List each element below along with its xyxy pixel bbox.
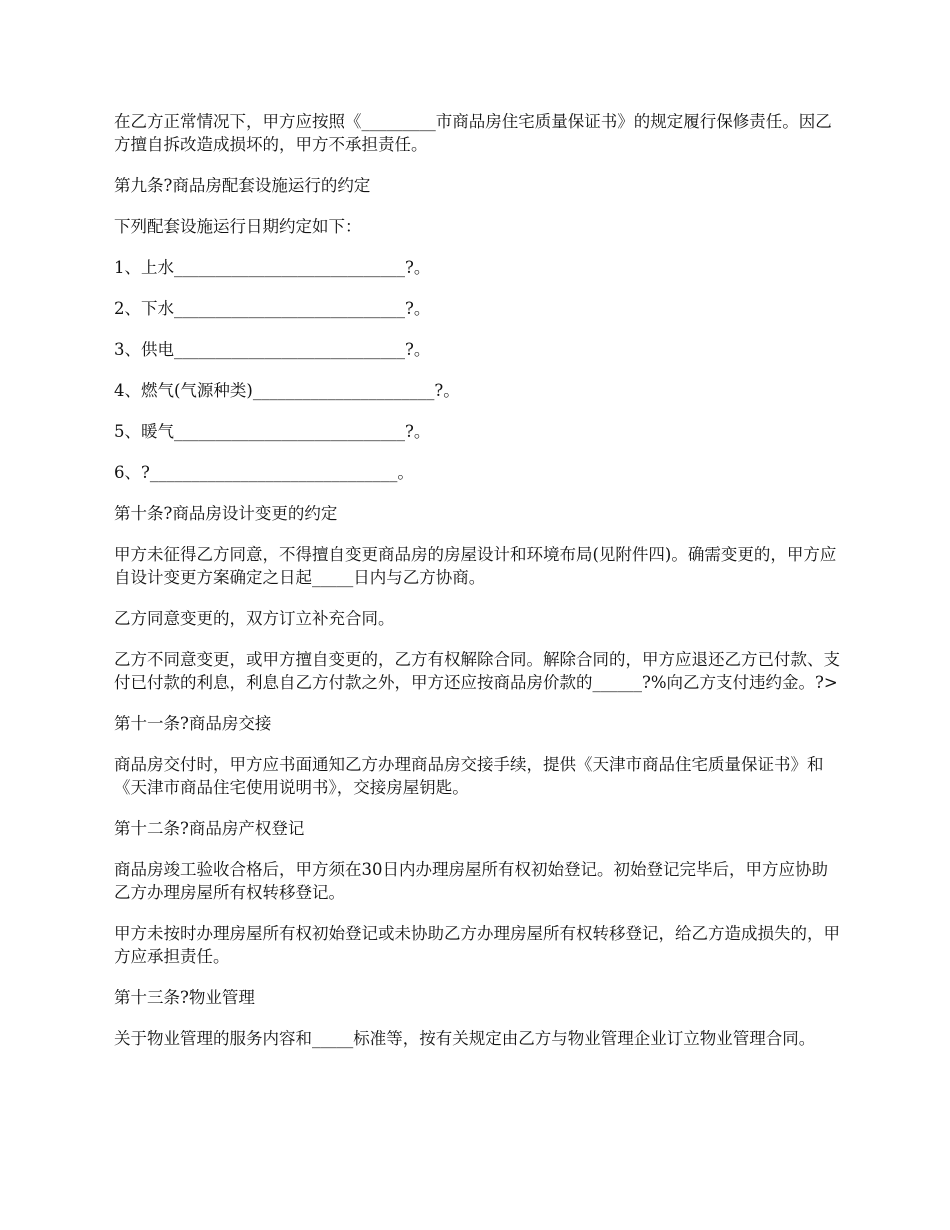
paragraph-disagree-change: 乙方不同意变更，或甲方擅自变更的，乙方有权解除合同。解除合同的，甲方应退还乙方已付款、支付已付款的利息，利息自乙方付款之外，甲方还应按商品房价款的______?%向乙方支付违约金。?> — [114, 650, 840, 692]
section-heading-9: 第九条?商品房配套设施运行的约定 — [114, 176, 371, 195]
section-heading-10: 第十条?商品房设计变更的约定 — [114, 504, 338, 523]
paragraph-registration: 商品房竣工验收合格后，甲方须在30日内办理房屋所有权初始登记。初始登记完毕后，甲方应协助乙方办理房屋所有权转移登记。 — [114, 860, 828, 902]
list-item-drainage: 2、下水____________________________?。 — [114, 299, 431, 318]
document-body — [114, 110, 840, 1068]
paragraph-property-management: 关于物业管理的服务内容和_____标准等，按有关规定由乙方与物业管理企业订立物业管理合同。 — [114, 1029, 816, 1048]
section-heading-12: 第十二条?商品房产权登记 — [114, 819, 305, 838]
paragraph-warranty: 在乙方正常情况下，甲方应按照《_________市商品房住宅质量保证书》的规定履行保修责任。因乙方擅自拆改造成损坏的，甲方不承担责任。 — [114, 112, 832, 154]
list-item-gas: 4、燃气(气源种类)______________________?。 — [114, 381, 460, 400]
list-item-water-supply: 1、上水____________________________?。 — [114, 258, 431, 277]
paragraph-facilities-intro: 下列配套设施运行日期约定如下： — [114, 217, 362, 236]
section-heading-11: 第十一条?商品房交接 — [114, 714, 272, 733]
paragraph-handover: 商品房交付时，甲方应书面通知乙方办理商品房交接手续，提供《天津市商品住宅质量保证书》和《天津市商品住宅使用说明书》，交接房屋钥匙。 — [114, 755, 824, 797]
section-heading-13: 第十三条?物业管理 — [114, 988, 255, 1007]
list-item-other: 6、?______________________________。 — [114, 463, 414, 482]
list-item-power: 3、供电____________________________?。 — [114, 340, 431, 359]
paragraph-registration-liability: 甲方未按时办理房屋所有权初始登记或未协助乙方办理房屋所有权转移登记，给乙方造成损失的，甲方应承担责任。 — [114, 924, 840, 966]
paragraph-agree-change: 乙方同意变更的，双方订立补充合同。 — [114, 609, 395, 628]
list-item-heating: 5、暖气____________________________?。 — [114, 422, 431, 441]
paragraph-design-change: 甲方未征得乙方同意，不得擅自变更商品房的房屋设计和环境布局(见附件四)。确需变更的，甲方应自设计变更方案确定之日起_____日内与乙方协商。 — [114, 545, 837, 587]
